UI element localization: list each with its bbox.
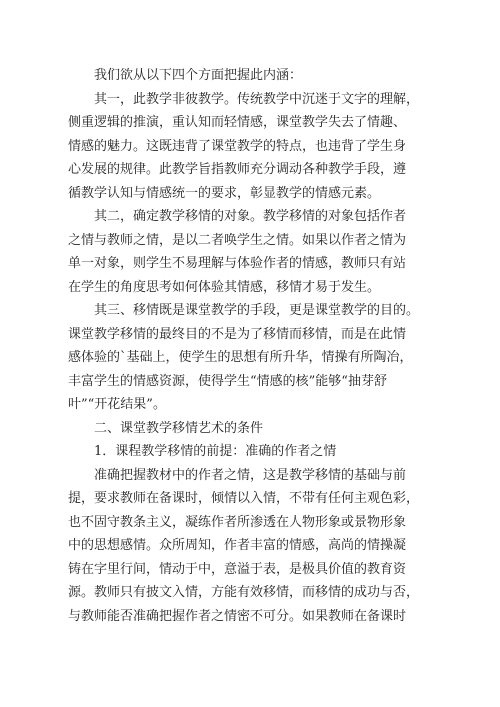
heading-text: 1．课程教学移情的前提：准确的作者之情	[94, 444, 337, 459]
text-line: 也不固守教条主义，凝练作者所渗透在人物形象或景物形象	[68, 514, 407, 530]
text-line: 侧重逻辑的推演，重认知而轻情感，课堂教学失去了情趣、	[68, 115, 407, 130]
text-line: 丰富学生的情感资源，使得学生“情感的核”能够“抽芽舒	[68, 373, 387, 389]
text-line: 准确把握教材中的作者之情，这是教学移情的基础与前	[94, 467, 407, 483]
body-paragraph-1	[68, 88, 462, 206]
body-paragraph-2	[68, 205, 462, 299]
text-line: 循教学认知与情感统一的要求，彰显教学的情感元素。	[68, 185, 381, 201]
text-line: 其三、移情既是课堂教学的手段，更是课堂教学的目的。	[94, 303, 420, 318]
text-line: 在学生的角度思考如何体验其情感，移情才易于发生。	[68, 279, 381, 295]
text-line: 铸在字里行间，情动于中，意溢于表，是极具价值的教育资	[68, 561, 407, 577]
text-line: 情感的魅力。这既违背了课堂教学的特点，也违背了学生身	[68, 138, 407, 154]
section-heading	[68, 417, 462, 441]
heading-text: 二、课堂教学移情艺术的条件	[94, 420, 264, 436]
text-line: 与教师能否准确把握作者之情密不可分。如果教师在备课时	[68, 608, 407, 624]
text-line: 心发展的规律。此教学旨指教师充分调动各种教学手段，遵	[68, 162, 407, 177]
text-line: 课堂教学移情的最终目的不是为了移情而移情，而是在此情	[68, 326, 407, 342]
text-line: 我们欲从以下四个方面把握此内涵：	[94, 68, 303, 83]
text-line: 源。教师只有披文入情，方能有效移情，而移情的成功与否，	[68, 585, 420, 600]
text-line: 单一对象，则学生不易理解与体验作者的情感，教师只有站	[68, 256, 407, 271]
text-line: 叶”“开花结果”。	[68, 397, 166, 412]
text-line: 感体验的`基础上，使学生的思想有所升华，情操有所陶冶，	[68, 350, 413, 365]
text-line: 提，要求教师在备课时，倾情以入情，不带有任何主观色彩，	[68, 491, 420, 506]
intro-paragraph	[68, 64, 462, 88]
text-line: 其二，确定教学移情的对象。教学移情的对象包括作者	[94, 209, 407, 224]
text-line: 之情与教师之情，是以二者唤学生之情。如果以作者之情为	[68, 232, 407, 248]
text-line: 其一，此教学非彼教学。传统教学中沉迷于文字的理解，	[94, 91, 420, 107]
body-paragraph-4	[68, 464, 462, 629]
body-paragraph-3	[68, 299, 462, 417]
subsection-heading	[68, 440, 462, 464]
text-line: 中的思想感情。众所周知，作者丰富的情感，高尚的情操凝	[68, 538, 407, 553]
